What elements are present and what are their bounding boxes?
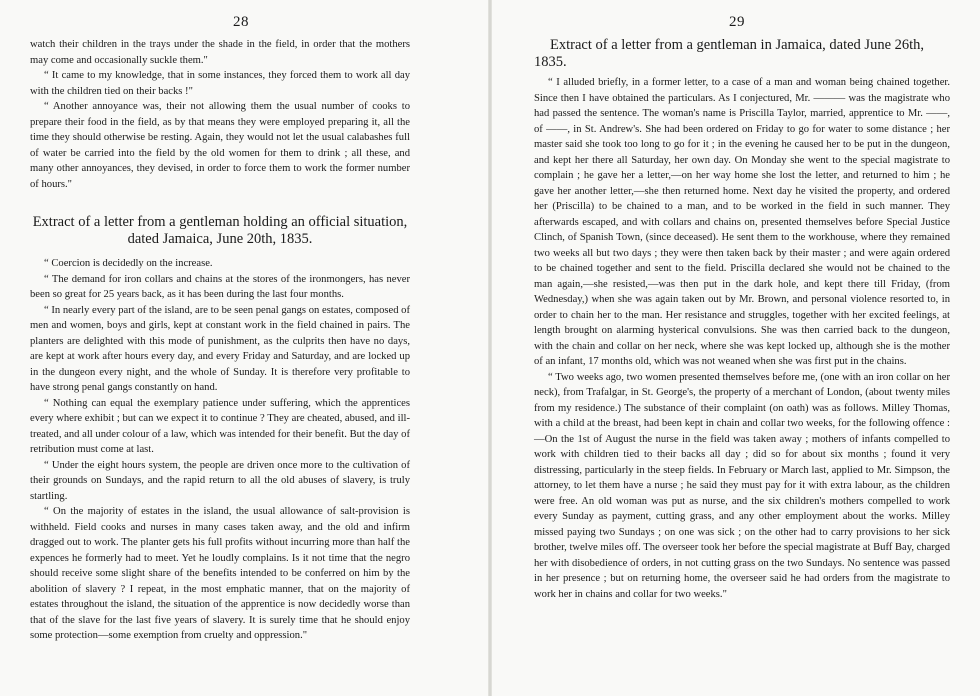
- left-letter-heading: Extract of a letter from a gentleman holding an official situation, dated Jamaica, June 20th, 1835.: [32, 214, 408, 247]
- left-paragraph: “ Coercion is decidedly on the increase.: [44, 258, 213, 269]
- left-paragraph: “ In nearly every part of the island, are to be seen penal gangs on estates, composed of men and women, boys and girls, kept at constant work in the field chained in pairs. The planters are delighted with this mode of punishment, as the culprits then have no days, are kept at work after hours every day, and every Friday and Saturday, and are locked up in the dungeon every night, and the whole of Sunday. It is therefore very profitable to have strong penal gangs constantly on hand.: [30, 304, 410, 393]
- right-paragraph: “ Two weeks ago, two women presented themselves before me, (one with an iron collar on her neck), from Trafalgar, in St. George's, the property of a merchant of London, (about twenty miles from my residence.) The substance of their complaint (on oath) was as follows. Milley Thomas, with a child at the breast, had been kept in chain and collar two weeks, for the following offence :—On the 1st of August the nurse in the field was taken away ; mothers of infants compelled to work with children tied to their backs all day ; did so for about six months ; found it very distressing, particularly in the steep fields. In February or March last, applied to Mr. Simpson, the attorney, to let them have a nurse ; he said they must pay for it with extra labour, as the children were free. An old woman was put as nurse, and the six children's mothers compelled to work every Sunday as payment, cutting grass, and any other employment about the works. Milley missed paying two Sundays ; on one was sick ; on the other had to carry provisions to her sick brother, twelve miles off. The overseer took her before the special magistrate at Buff Bay, charged her with disobedience of orders, in not cutting grass on the two Sundays. No sentence was passed in her presence ; but on returning home, the overseer said he had orders from the magistrate to work her in chains and collar for two weeks.": [534, 371, 950, 600]
- page-number-left: 28: [233, 14, 249, 30]
- left-paragraph: “ It came to my knowledge, that in some instances, they forced them to work all day with the children tied on their backs !": [30, 70, 410, 97]
- right-paragraph: “ I alluded briefly, in a former letter, to a case of a man and woman being chained together. Since then I have obtained the particulars. As I conjectured, Mr. ——— was the magistrate who had passed the sentence. The woman's name is Priscilla Taylor, married, apprentice to Mr. ——, of ——, in St. Andrew's. She had been ordered on Friday to go for water to some distance ; her master said she took too long to go for it ; in the evening he caused her to be put in the dungeon, and kept her there all Saturday, her own day. On Monday she went to the special magistrate to complain ; he gave her a letter,—on her way home she lost the letter, and returned to him ; he gave her another letter,—she then returned home. Next day he visited the property, and ordered her (Priscilla) to be chained to a man, and to be worked in the field in such manner. They afterwards escaped, and with collars and chains on, presented themselves before Special Justice Clinch, of Spanish Town, (since deceased). He sent them to the workhouse, where they remained two weeks all but two days ; they were then taken back by their master ; and were again ordered to be chained together and sent to the field. Priscilla declared she would not be chained to the man again,—she resisted,—was then put in the dark hole, and kept there till Friday, (from Wednesday,) when she was again taken out by Mr. Brown, and personal violence resorted to, in order to chain her to the man. Her resistance and struggles, together with her excited feelings, at length brought on alarming hysterical convulsions. She was then carried back to the dungeon, with the chain and collar on her neck, where she was kept locked up, although she is the mother of an infant, 17 months old, which was not weaned when she was first put in the chains.: [534, 77, 950, 367]
- left-page: [0, 0, 488, 696]
- left-paragraph: “ The demand for iron collars and chains at the stores of the ironmongers, has never been so great for 25 years back, as it has been during the last four months.: [30, 273, 410, 300]
- right-letter-heading: Extract of a letter from a gentleman in Jamaica, dated June 26th, 1835.: [534, 37, 925, 70]
- left-paragraph: “ Under the eight hours system, the people are driven once more to the cultivation of their grounds on Sundays, and the rapid return to all the old abuses of slavery, is truly startling.: [30, 459, 410, 502]
- left-paragraph: “ On the majority of estates in the island, the usual allowance of salt-provision is withheld. Field cooks and nurses in many cases taken away, and the old and infirm dragged out to work. The planter gets his full profits without incurring more than half the expences he formerly had to meet. Yet he loudly complains. Is it not time that the negro should receive some slight share of the benefits intended to be conferred on him by the abolition of slavery ? I repeat, in the most emphatic manner, that on the majority of estates throughout the island, the situation of the apprentice is now decidedly worse than that of the slave for the last five years of slavery. It is surely time that he should enjoy some protection—some exemption from cruelty and oppression.": [30, 506, 410, 641]
- right-page: [492, 0, 980, 696]
- left-paragraph: watch their children in the trays under the shade in the field, in order that the mothers may come and occasionally suckle them.": [30, 39, 410, 66]
- left-paragraph: “ Nothing can equal the exemplary patience under suffering, which the apprentices every where exhibit ; but can we expect it to continue ? They are cheated, abused, and ill-treated, and all under colour of a law, which was intended for their benefit. But the day of retribution must come at last.: [30, 397, 410, 455]
- left-paragraph: “ Another annoyance was, their not allowing them the usual number of cooks to prepare their food in the field, as by that means they were employed preparing it, all the time they should otherwise be resting. Again, they would not let the usual calabashes full of water be carried into the field by the old women for them to drink ; all these, and many other annoyances, they devised, in order to force them to work the former number of hours.": [30, 101, 410, 190]
- page-number-right: 29: [729, 14, 745, 30]
